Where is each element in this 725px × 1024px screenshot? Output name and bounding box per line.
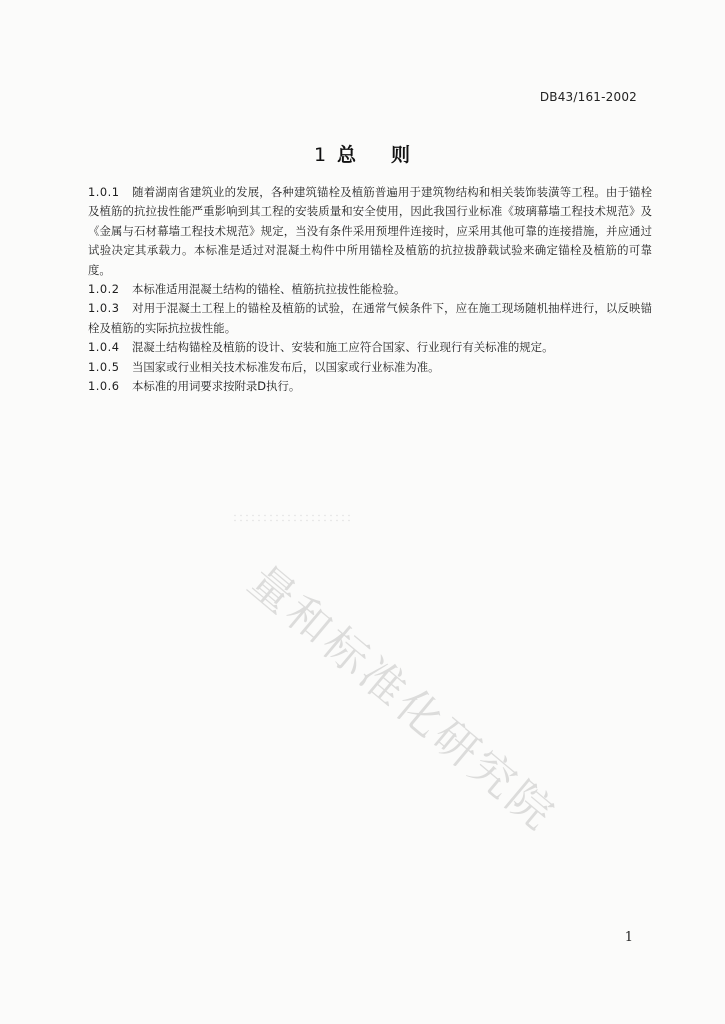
clause-number: 1.0.4: [88, 340, 120, 355]
clause-number: 1.0.6: [88, 379, 120, 394]
clause-text: 本标准适用混凝土结构的锚栓、植筋抗拉拔性能检验。: [132, 282, 406, 297]
clause-number: 1.0.2: [88, 282, 120, 297]
clause-1-0-5: [88, 358, 652, 377]
chapter-number: 1: [313, 144, 328, 166]
scan-noise: [232, 513, 352, 523]
chapter-title: [0, 140, 725, 167]
clause-1-0-6: [88, 377, 652, 396]
clause-number: 1.0.3: [88, 301, 120, 316]
standard-code: DB43/161-2002: [539, 90, 637, 104]
chapter-title-part2: 则: [391, 144, 412, 166]
clause-1-0-4: [88, 338, 652, 357]
clause-number: 1.0.1: [88, 185, 120, 199]
watermark: 量和标准化研究院: [238, 555, 566, 842]
clause-text: 当国家或行业相关技术标准发布后，以国家或行业标准为准。: [132, 359, 440, 374]
clause-text: 随着湖南省建筑业的发展，各种建筑锚栓及植筋普遍用于建筑物结构和相关装饰装潢等工程。由于锚栓及植筋的抗拉拔性能严重影响到其工程的安装质量和安全使用，因此我国行业标准《玻璃幕墙工程技术规范》及《金属与石材幕墙工程技术规范》规定，当没有条件采用预埋件连接时，应采用其他可靠的连接措施，并应通过试验决定其承载力。本标准是适过对混凝土构件中所用锚栓及植筋的抗拉拔静载试验来确定锚栓及植筋的可靠度。: [88, 185, 652, 277]
clause-1-0-3: [88, 299, 652, 338]
clause-1-0-2: [88, 280, 652, 299]
clause-1-0-1: [88, 183, 652, 280]
clause-text: 混凝土结构锚栓及植筋的设计、安装和施工应符合国家、行业现行有关标准的规定。: [132, 340, 554, 355]
chapter-title-part1: 总: [337, 144, 358, 166]
clause-text: 本标准的用词要求按附录D执行。: [132, 379, 301, 394]
clause-number: 1.0.5: [88, 359, 120, 374]
chapter-body: [88, 183, 652, 396]
clause-text: 对用于混凝土工程上的锚栓及植筋的试验，在通常气候条件下，应在施工现场随机抽样进行，以反映锚栓及植筋的实际抗拉拔性能。: [88, 301, 652, 335]
page-number: 1: [624, 930, 633, 945]
